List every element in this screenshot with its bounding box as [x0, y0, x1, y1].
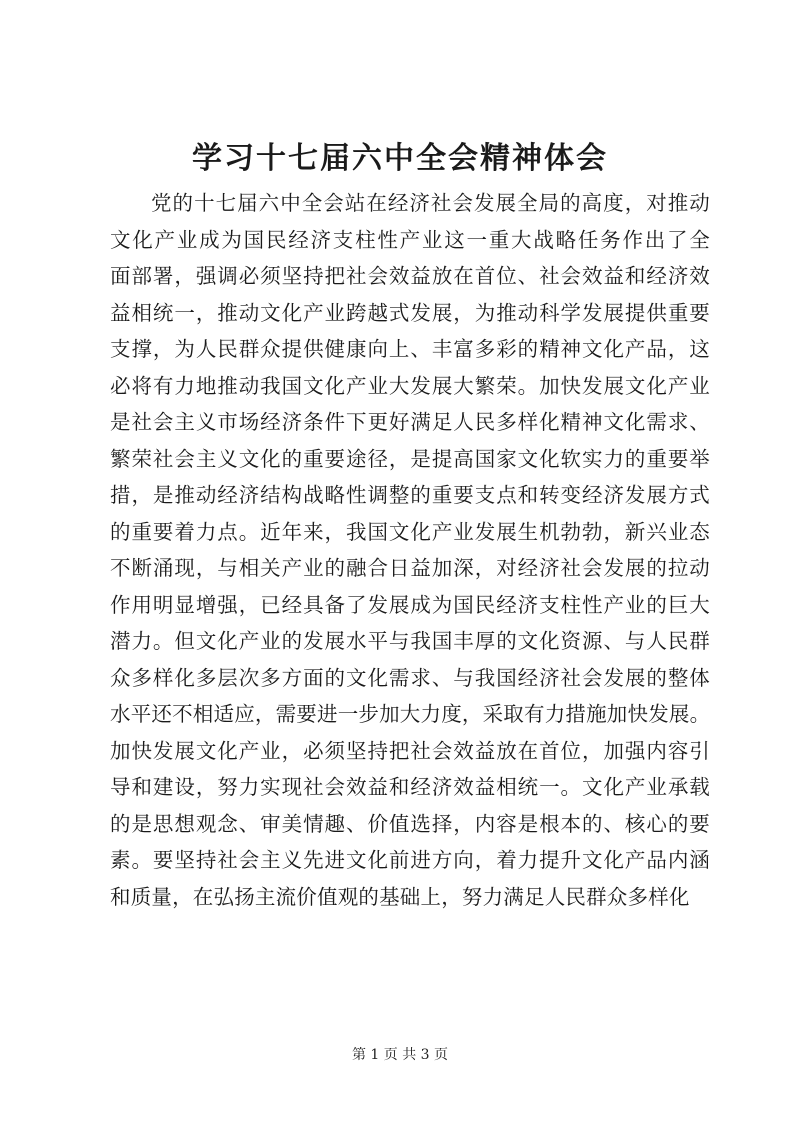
body-line: 的是思想观念、审美情趣、价值选择，内容是根本的、核心的要: [110, 811, 710, 836]
body-line: 的重要着力点。近年来，我国文化产业发展生机勃勃，新兴业态: [110, 519, 710, 544]
body-line: 支撑，为人民群众提供健康向上、丰富多彩的精神文化产品，这: [110, 337, 710, 361]
body-line: 是社会主义市场经济条件下更好满足人民多样化精神文化需求、: [110, 410, 710, 434]
body-line: 必将有力地推动我国文化产业大发展大繁荣。加快发展文化产业: [110, 373, 710, 398]
body-line: 文化产业成为国民经济支柱性产业这一重大战略任务作出了全: [110, 227, 710, 252]
document-title: 学习十七届六中全会精神体会: [192, 141, 608, 176]
body-line: 作用明显增强，已经具备了发展成为国民经济支柱性产业的巨大: [110, 592, 710, 617]
document-body: [110, 185, 710, 915]
body-line: 水平还不相适应，需要进一步加大力度，采取有力措施加快发展。: [110, 702, 711, 726]
body-line: 和质量，在弘扬主流价值观的基础上，努力满足人民群众多样化: [110, 884, 690, 909]
body-line: 潜力。但文化产业的发展水平与我国丰厚的文化资源、与人民群: [110, 629, 710, 653]
body-line: 素。要坚持社会主义先进文化前进方向，着力提升文化产品内涵: [110, 848, 710, 872]
body-line: 面部署，强调必须坚持把社会效益放在首位、社会效益和经济效: [110, 264, 710, 288]
body-line: 加快发展文化产业，必须坚持把社会效益放在首位，加强内容引: [110, 738, 710, 763]
body-line: 措，是推动经济结构战略性调整的重要支点和转变经济发展方式: [110, 483, 710, 507]
body-line: 导和建设，努力实现社会效益和经济效益相统一。文化产业承载: [110, 775, 710, 799]
page-number-footer: 第 1 页 共 3 页: [351, 1047, 449, 1063]
body-line: 众多样化多层次多方面的文化需求、与我国经济社会发展的整体: [110, 665, 710, 690]
body-line: 繁荣社会主义文化的重要途径，是提高国家文化软实力的重要举: [110, 446, 710, 471]
body-line: 不断涌现，与相关产业的融合日益加深，对经济社会发展的拉动: [110, 556, 710, 580]
body-line: 益相统一，推动文化产业跨越式发展，为推动科学发展提供重要: [110, 300, 710, 325]
body-line: 党的十七届六中全会站在经济社会发展全局的高度，对推动: [151, 191, 710, 215]
